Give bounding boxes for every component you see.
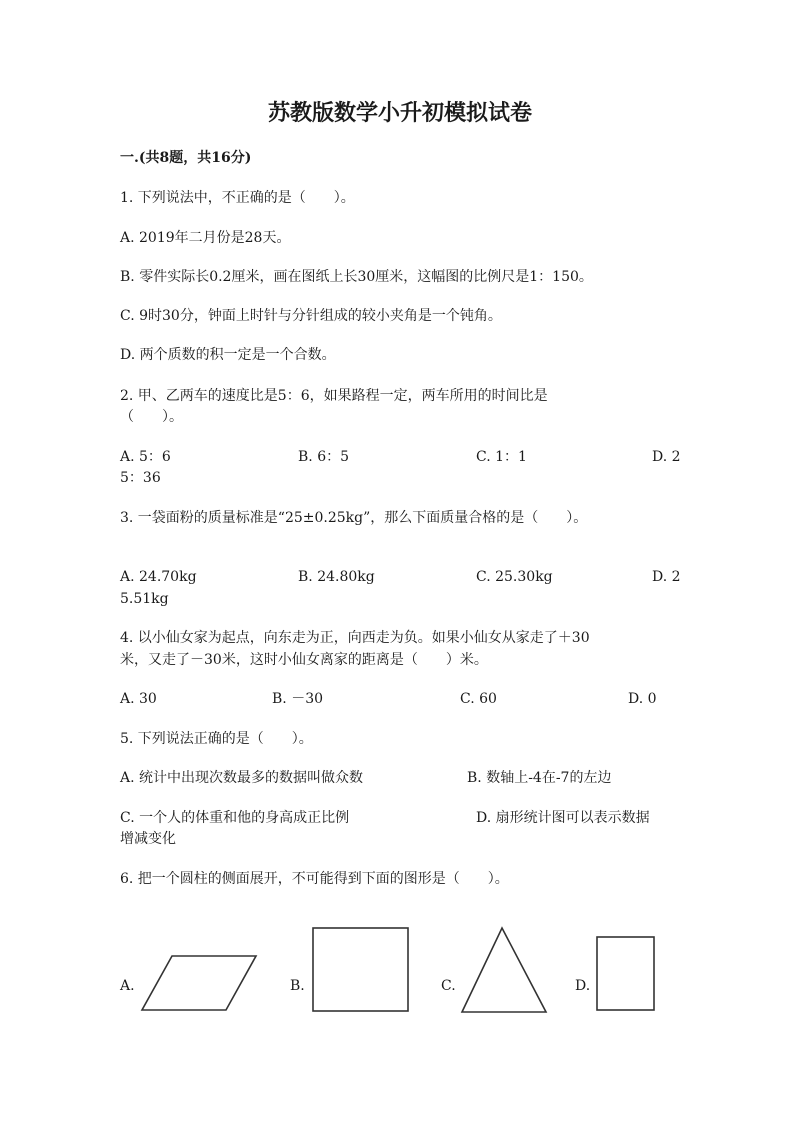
parallelogram-figure	[140, 950, 260, 1014]
question-1-option-a: A. 2019年二月份是28天。	[120, 230, 291, 246]
question-5-option-b: B. 数轴上-4在-7的左边	[467, 770, 612, 786]
question-1-option-b: B. 零件实际长0.2厘米，画在图纸上长30厘米，这幅图的比例尺是1：150。	[120, 269, 593, 285]
page-title: 苏教版数学小升初模拟试卷	[267, 100, 532, 126]
question-2-option-b: B. 6：5	[298, 449, 350, 465]
question-6-option-d: D.	[575, 978, 591, 994]
question-6-option-b: B.	[290, 978, 305, 994]
question-6-option-a: A.	[120, 978, 135, 994]
question-4-option-a: A. 30	[120, 691, 157, 707]
question-4-option-d: D. 0	[628, 691, 657, 707]
square-figure	[312, 927, 410, 1013]
question-1-option-c: C. 9时30分，钟面上时针与分针组成的较小夹角是一个钝角。	[120, 308, 502, 324]
question-1-stem: 1. 下列说法中，不正确的是（ ）。	[120, 190, 355, 206]
question-2-option-wrap: 5：36	[120, 470, 161, 486]
question-5-option-a: A. 统计中出现次数最多的数据叫做众数	[120, 770, 364, 786]
question-6-option-c: C.	[441, 978, 456, 994]
question-4-stem-line-1: 4. 以小仙女家为起点，向东走为正，向西走为负。如果小仙女从家走了＋30	[120, 630, 590, 646]
question-5-option-wrap: 增减变化	[120, 831, 176, 847]
question-2-option-d: D. 2	[652, 449, 681, 465]
rectangle-figure	[596, 936, 656, 1012]
question-2-stem-line-1: 2. 甲、乙两车的速度比是5：6，如果路程一定，两车所用的时间比是	[120, 388, 548, 404]
question-5-option-d: D. 扇形统计图可以表示数据	[476, 810, 650, 826]
section-header: 一.(共8题，共16分)	[120, 150, 252, 166]
question-4-option-b: B. －30	[272, 691, 324, 707]
question-2-option-c: C. 1：1	[476, 449, 527, 465]
question-3-option-b: B. 24.80kg	[298, 569, 375, 585]
question-4-option-c: C. 60	[460, 691, 497, 707]
triangle-figure	[460, 926, 548, 1014]
question-3-option-d: D. 2	[652, 569, 681, 585]
question-1-option-d: D. 两个质数的积一定是一个合数。	[120, 347, 336, 363]
question-4-stem-line-2: 米，又走了－30米，这时小仙女离家的距离是（ ）米。	[120, 652, 488, 668]
question-5-option-c: C. 一个人的体重和他的身高成正比例	[120, 810, 350, 826]
question-6-stem: 6. 把一个圆柱的侧面展开，不可能得到下面的图形是（ ）。	[120, 871, 509, 887]
question-3-option-wrap: 5.51kg	[120, 591, 169, 607]
question-5-stem: 5. 下列说法正确的是（ ）。	[120, 731, 313, 747]
question-3-option-a: A. 24.70kg	[120, 569, 197, 585]
question-2-option-a: A. 5：6	[120, 449, 171, 465]
question-3-stem: 3. 一袋面粉的质量标准是“25±0.25kg”，那么下面质量合格的是（ ）。	[120, 510, 588, 526]
question-2-stem-line-2: （ ）。	[120, 409, 183, 425]
question-3-option-c: C. 25.30kg	[476, 569, 553, 585]
